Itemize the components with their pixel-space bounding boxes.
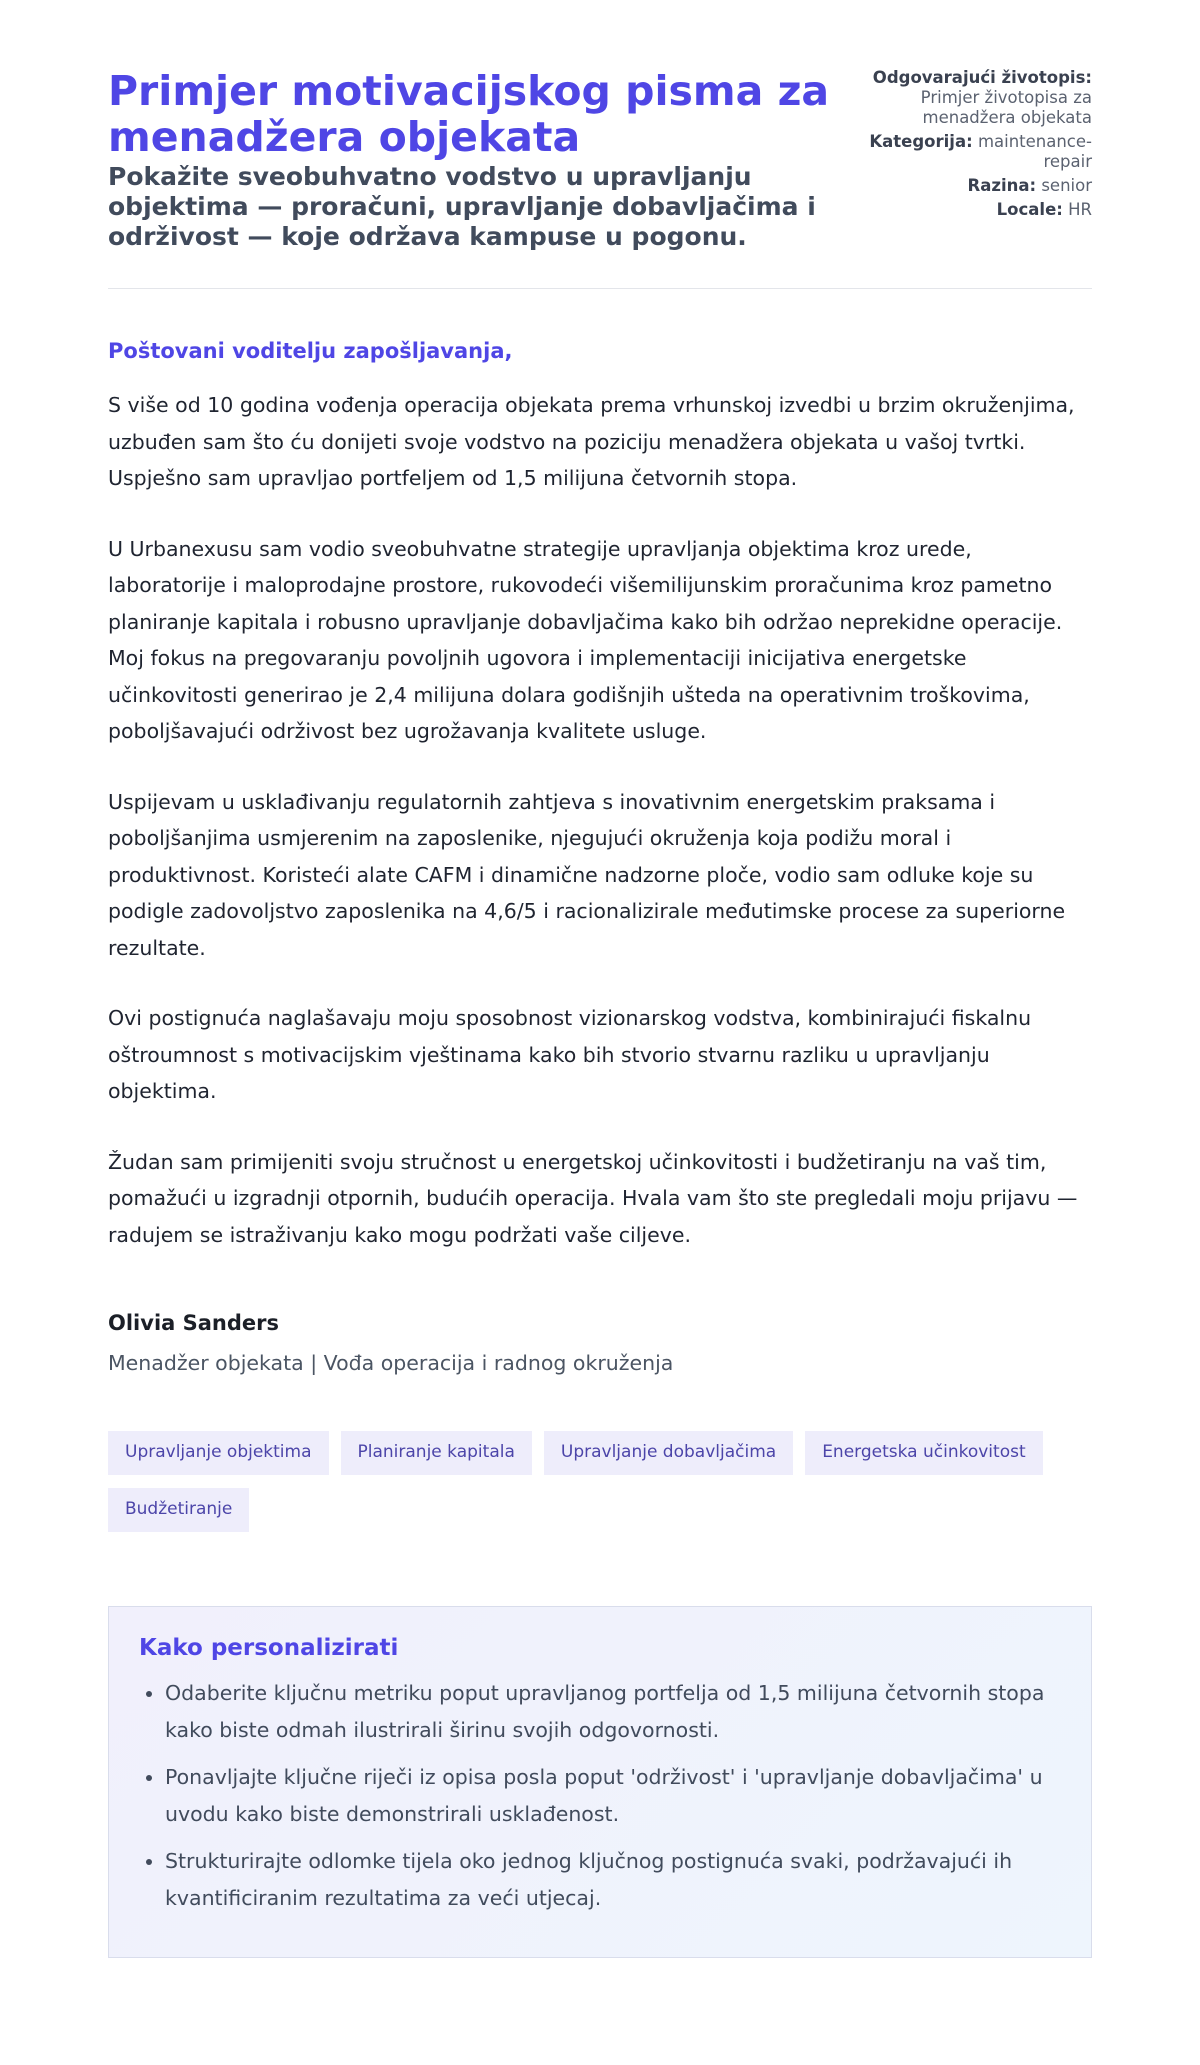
letter-paragraph: S više od 10 godina vođenja operacija objekata prema vrhunskoj izvedbi u brzim okruženjima, uzbuđen sam što ću donijeti svoje vodstvo na poziciju menadžera objekata u vašoj tvrtki. Uspješno sam upravljao portfeljem od 1,5 milijuna četvornih stopa. <box>108 393 1075 490</box>
skill-tag: Planiranje kapitala <box>341 1431 532 1475</box>
tips-item: • Strukturirajte odlomke tijela oko jednog ključnog postignuća svaki, podržavajući ih kvantificiranim rezultatima za veći utjecaj. <box>165 1843 1061 1916</box>
meta-panel <box>856 68 1092 224</box>
letter-body <box>108 387 1092 1253</box>
personalization-tips <box>108 1606 1092 1958</box>
tips-item: • Odaberite ključnu metriku poput upravljanog portfelja od 1,5 milijuna četvornih stopa kako biste odmah ilustrirali širinu svojih odgovornosti. <box>165 1675 1061 1748</box>
skill-tags <box>108 1431 1108 1532</box>
meta-resume <box>856 68 1092 128</box>
tips-list <box>139 1675 1061 1916</box>
meta-category-key: Kategorija: <box>869 132 973 151</box>
page-title: Primjer motivacijskog pisma za menadžera objekata <box>108 67 830 161</box>
letter-paragraph: Ovi postignuća naglašavaju moju sposobnost vizionarskog vodstva, kombinirajući fiskalnu oštroumnost s motivacijskim vještinama kako bih stvorio stvarnu razliku u upravljanju objektima. <box>108 1006 1032 1103</box>
meta-level-value: senior <box>1041 176 1092 195</box>
meta-locale-value: HR <box>1068 200 1092 219</box>
letter-paragraph: Uspijevam u usklađivanju regulatornih zahtjeva s inovativnim energetskim praksama i poboljšanjima usmjerenim na zaposlenike, njegujući okruženja koja podižu moral i produktivnost. Koristeći alate CAFM i dinamične nadzorne ploče, vodio sam odluke koje su podigle zadovoljstvo zaposlenika na 4,6/5 i racionalizirale međutimske procese za superiorne rezultate. <box>108 789 1066 960</box>
page-header <box>108 0 1092 289</box>
meta-level <box>856 176 1092 196</box>
tips-title: Kako personalizirati <box>139 1635 399 1661</box>
skill-tag: Upravljanje dobavljačima <box>544 1431 793 1475</box>
meta-locale <box>856 200 1092 220</box>
meta-category-value: maintenance-repair <box>977 132 1092 171</box>
meta-locale-key: Locale: <box>996 200 1063 219</box>
letter-salutation: Poštovani voditelju zapošljavanja, <box>108 339 513 363</box>
header-titles <box>108 68 856 252</box>
signature-role: Menadžer objekata | Vođa operacija i radnog okruženja <box>108 1351 674 1375</box>
skill-tag: Upravljanje objektima <box>108 1431 329 1475</box>
signature-name: Olivia Sanders <box>108 1311 279 1335</box>
meta-category <box>856 132 1092 172</box>
skill-tag: Energetska učinkovitost <box>805 1431 1042 1475</box>
meta-level-key: Razina: <box>967 176 1037 195</box>
meta-resume-value: Primjer životopisa za menadžera objekata <box>920 88 1092 127</box>
letter-paragraph: Žudan sam primijeniti svoju stručnost u energetskoj učinkovitosti i budžetiranju na vaš tim, pomažući u izgradnji otpornih, budućih operacija. Hvala vam što ste pregledali moju prijavu — radujem se istraživanju kako mogu podržati vaše ciljeve. <box>108 1149 1078 1247</box>
skill-tag: Budžetiranje <box>108 1488 249 1532</box>
page-subtitle: Pokažite sveobuhvatno vodstvo u upravljanju objektima — proračuni, upravljanje dobavljačima i održivost — koje održava kampuse u pogonu. <box>108 162 816 251</box>
signature-block <box>108 1311 1092 1375</box>
letter-paragraph: U Urbanexusu sam vodio sveobuhvatne strategije upravljanja objektima kroz urede, laboratorije i maloprodajne prostore, rukovodeći višemilijunskim proračunima kroz pametno planiranje kapitala i robusno upravljanje dobavljačima kako bih održao neprekidne operacije. Moj fokus na pregovaranju povoljnih ugovora i implementaciji inicijativa energetske učinkovitosti generirao je 2,4 milijuna dolara godišnjih ušteda na operativnim troškovima, poboljšavajući održivost bez ugrožavanja kvalitete usluge. <box>108 536 1063 743</box>
tips-item: • Ponavljajte ključne riječi iz opisa posla poput 'održivost' i 'upravljanje dobavljačima' u uvodu kako biste demonstrirali usklađenost. <box>165 1759 1061 1832</box>
meta-resume-key: Odgovarajući životopis: <box>872 68 1092 87</box>
